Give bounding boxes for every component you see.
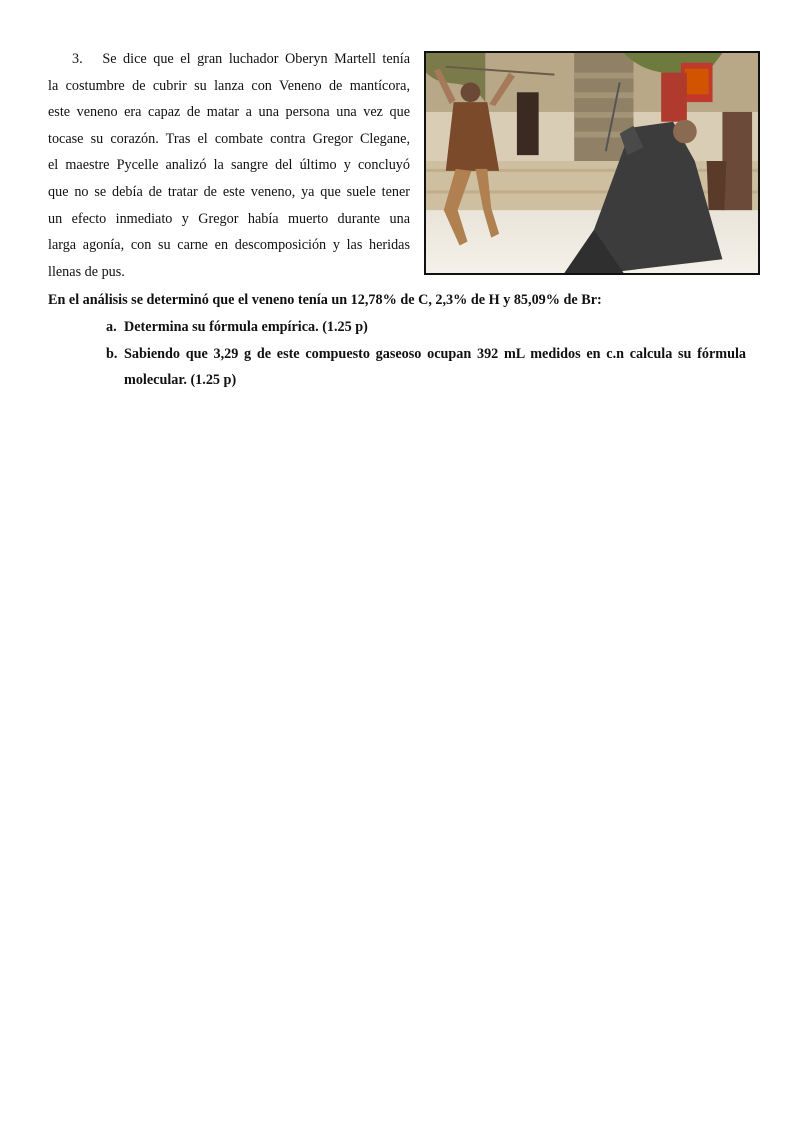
combat-illustration <box>426 53 758 273</box>
item-text: Determina su fórmula empírica. (1.25 p) <box>124 319 368 335</box>
intro-line: el maestre Pycelle analizó la sangre del último y concluyó <box>48 157 410 174</box>
analysis-statement: En el análisis se determinó que el veneno tenía un 12,78% de C, 2,3% de H y 85,09% de Br: <box>48 292 602 308</box>
intro-line: tocase su corazón. Tras el combate contra Gregor Clegane, <box>48 130 410 147</box>
sub-question-a <box>106 314 746 340</box>
intro-line: la costumbre de cubrir su lanza con Veneno de mantícora, <box>48 77 410 94</box>
intro-line: llenas de pus. <box>48 263 125 280</box>
intro-line: 3. Se dice que el gran luchador Oberyn Martell tenía <box>72 51 411 67</box>
item-marker: b. <box>106 346 118 362</box>
question-number: 3. <box>72 51 83 67</box>
question-intro <box>48 46 410 285</box>
item-marker: a. <box>106 319 117 335</box>
combat-photo <box>424 51 760 275</box>
intro-line: larga agonía, con su carne en descomposición y las heridas <box>48 237 410 254</box>
sub-question-b <box>106 341 746 393</box>
intro-line: que no se debía de tratar de este veneno, ya que suele tener <box>48 183 410 200</box>
item-text: Sabiendo que 3,29 g de este compuesto gaseoso ocupan 392 mL medidos en c.n calcula su fórmula molecular. (1.25 p) <box>124 346 746 388</box>
intro-line: un efecto inmediato y Gregor había muerto durante una <box>48 210 410 227</box>
intro-line: este veneno era capaz de matar a una persona una vez que <box>48 104 410 121</box>
